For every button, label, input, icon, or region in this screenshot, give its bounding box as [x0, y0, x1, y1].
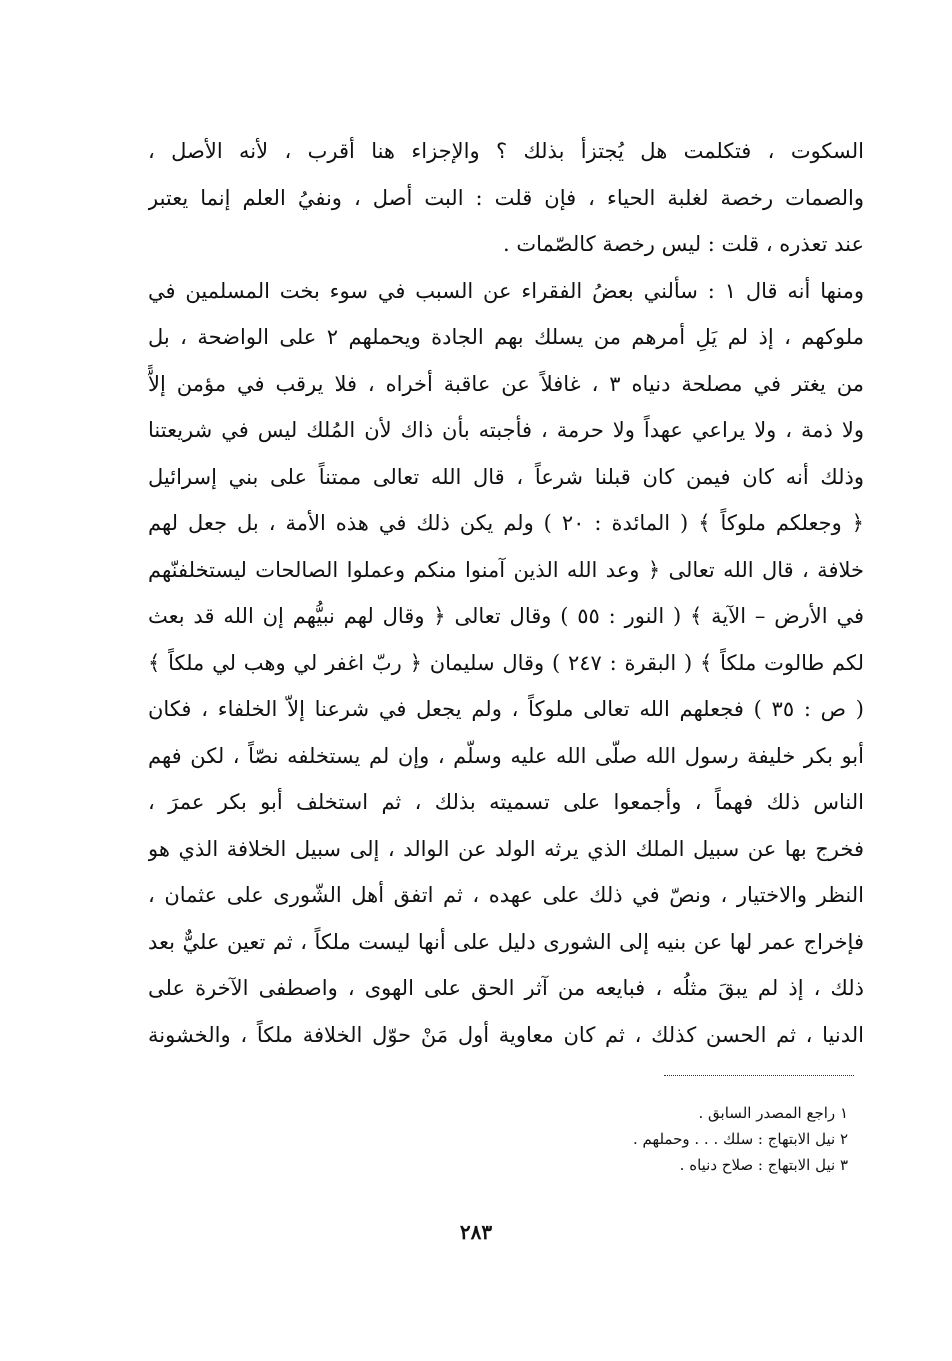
- text-line: في الأرض – الآية ﴾ ( النور : ٥٥ ) وقال تعالى ﴿ وقال لهم نبيُّهم إن الله قد بعث: [148, 604, 864, 628]
- footnote: ٢ نيل الابتهاج : سلك . . . وحملهم .: [633, 1130, 848, 1148]
- body-text: [148, 128, 864, 1058]
- text-line: وذلك أنه كان فيمن كان قبلنا شرعاً ، قال الله تعالى ممتناً على بني إسرائيل: [148, 464, 864, 489]
- text-line: ﴿ وجعلكم ملوكاً ﴾ ( المائدة : ٢٠ ) ولم يكن ذلك في هذه الأمة ، بل جعل لهم: [148, 511, 864, 535]
- text-line: ملوكهم ، إذ لم يَلِ أمرهم من يسلك بهم الجادة ويحملهم ٢ على الواضحة ، بل: [148, 325, 864, 349]
- text-line: ( ص : ٣٥ ) فجعلهم الله تعالى ملوكاً ، ولم يجعل في شرعنا إلاّ الخلفاء ، فكان: [148, 697, 864, 721]
- text-line: السكوت ، فتكلمت هل يُجتزأ بذلك ؟ والإجزاء هنا أقرب ، لأنه الأصل ،: [148, 139, 864, 163]
- text-line: ومنها أنه قال ١ : سألني بعضُ الفقراء عن السبب في سوء بخت المسلمين في: [148, 278, 864, 303]
- text-line: أبو بكر خليفة رسول الله صلّى الله عليه وسلّم ، وإن لم يستخلفه نصّاً ، لكن فهم: [148, 743, 864, 768]
- text-line: لكم طالوت ملكاً ﴾ ( البقرة : ٢٤٧ ) وقال سليمان ﴿ ربّ اغفر لي وهب لي ملكاً ﴾: [148, 650, 864, 675]
- text-line: النظر والاختيار ، ونصّ في ذلك على عهده ، ثم اتفق أهل الشّورى على عثمان ،: [148, 883, 864, 907]
- footnote: ٣ نيل الابتهاج : صلاح دنياه .: [679, 1156, 848, 1174]
- footnote: ١ راجع المصدر السابق .: [698, 1104, 848, 1122]
- text-line: الناس ذلك فهماً ، وأجمعوا على تسميته بذلك ، ثم استخلف أبو بكر عمرَ ،: [148, 790, 864, 814]
- text-line: ذلك ، إذ لم يبقَ مثلُه ، فبايعه من آثر الحق على الهوى ، واصطفى الآخرة على: [148, 976, 864, 1000]
- page-number: ٢٨٣: [459, 1220, 493, 1244]
- text-line: خلافة ، قال الله تعالى ﴿ وعد الله الذين آمنوا منكم وعملوا الصالحات ليستخلفنّهم: [148, 557, 864, 582]
- text-line: عند تعذره ، قلت : ليس رخصة كالصّمات .: [503, 232, 864, 256]
- footnotes: [428, 1100, 848, 1178]
- text-line: الدنيا ، ثم الحسن كذلك ، ثم كان معاوية أول مَنْ حوّل الخلافة ملكاً ، والخشونة: [148, 1022, 864, 1047]
- text-line: والصمات رخصة لغلبة الحياء ، فإن قلت : البت أصل ، ونفيُ العلم إنما يعتبر: [148, 185, 864, 210]
- text-line: ولا ذمة ، ولا يراعي عهداً ولا حرمة ، فأجبته بأن ذاك لأن المُلك ليس في شريعتنا: [148, 418, 864, 442]
- text-line: فخرج بها عن سبيل الملك الذي يرثه الولد عن الوالد ، إلى سبيل الخلافة الذي هو: [148, 836, 864, 861]
- text-line: من يغتر في مصلحة دنياه ٣ ، غافلاً عن عاقبة أخراه ، فلا يرقب في مؤمن إلاًّ: [148, 371, 864, 396]
- text-line: فإخراج عمر لها عن بنيه إلى الشورى دليل على أنها ليست ملكاً ، ثم تعين عليٌّ بعد: [148, 929, 864, 954]
- footnote-divider: [664, 1075, 854, 1076]
